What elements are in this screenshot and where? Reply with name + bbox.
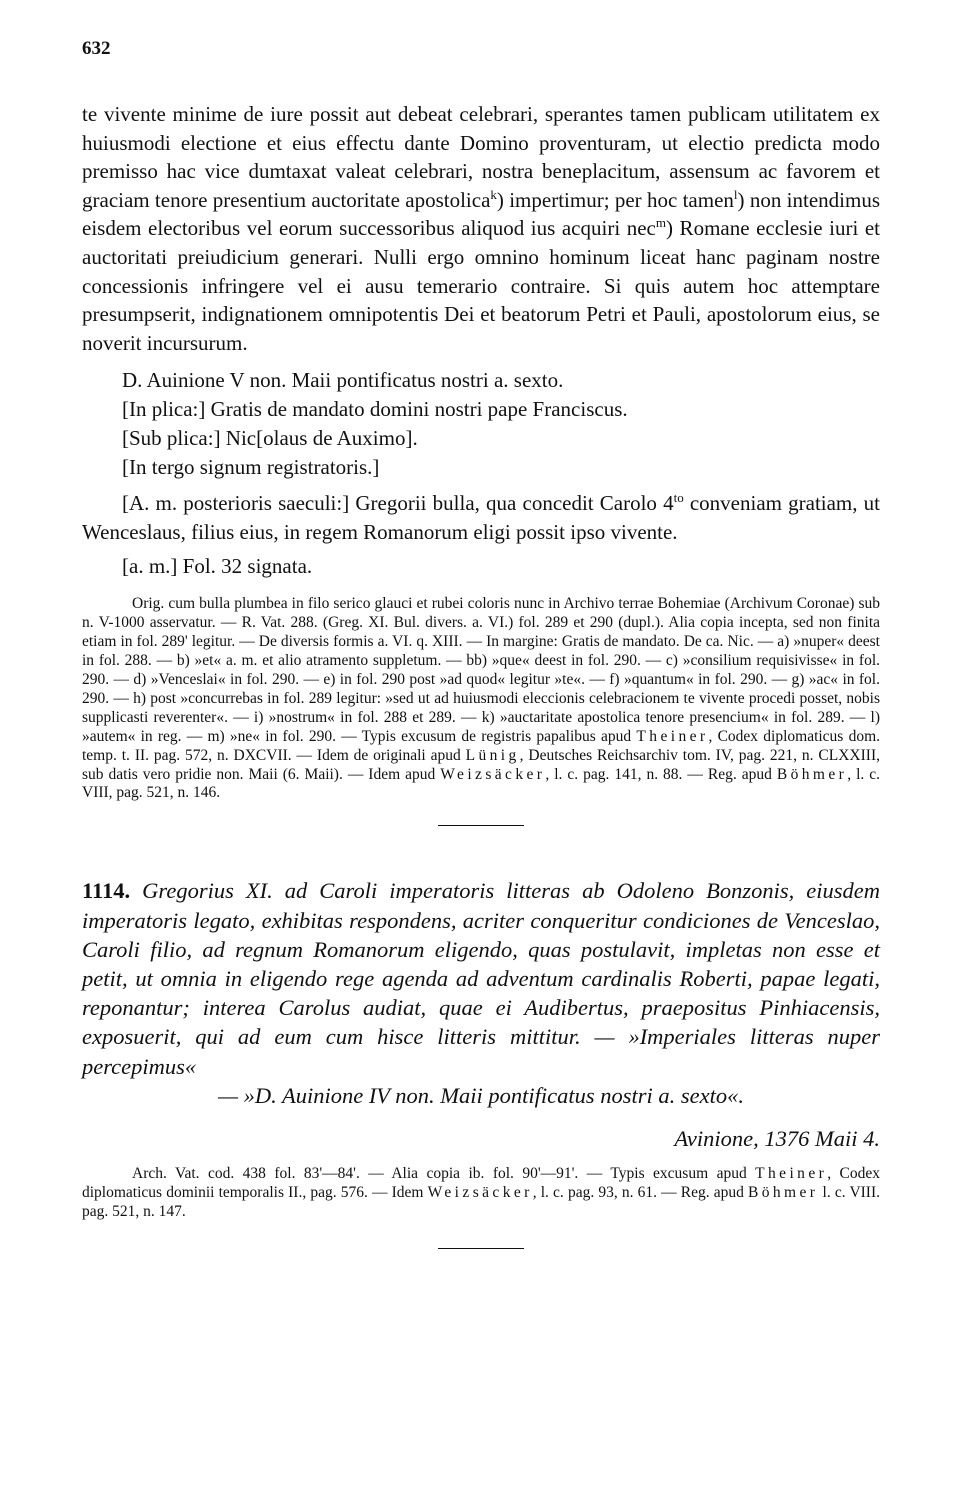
letter-text-part-4: ) Romane ecclesie iuri et auctoritati preiudicium generari. Nulli ergo omnino hominum liceat hanc paginam nostre concessionis infringere vel ei ausu temerario contraire. Si quis autem hoc attemptare presumpserit, indignationem omnipotentis Dei et beatorum Petri et Pauli, apostolorum eius, se noverit incursurum. [82,216,880,355]
author-theiner: Theiner [755,1165,828,1183]
apparatus-1114-text-2: , Codex diplomaticus dominii temporalis II., pag. 576. — Idem [82,1165,880,1202]
apparatus-1114-text-4: l. c. VIII. pag. 521, n. 147. [82,1184,880,1220]
later-hand-text-1: [A. m. posterioris saeculi:] Gregorii bulla, qua concedit Carolo 4 [122,491,674,516]
regest-1114 [82,876,880,1080]
footnote-mark-k: k [490,186,497,202]
letter-text-part-1: te vivente minime de iure possit aut debeat celebrari, sperantes tamen publicam utilitatem ex huiusmodi electione et eius effectu dante Domino proventuram, ut electio predicta modo premisso hac vice dumtaxat valeat celebrari, nostra beneplacitum, assensum ac favorem et graciam tenore presentium auctoritate apostolica [82,102,880,212]
author-theiner: Theiner [636,727,709,745]
letter-text-part-3: ) non intendimus eisdem electoribus vel eorum successoribus aliquod ius acquiri nec [82,187,880,241]
author-bohmer: Böhmer [776,765,848,783]
apparatus-1113-text-1: Orig. cum bulla plumbea in filo serico glauci et rubei coloris nunc in Archivo terrae Bohemiae (Archivum Coronae) sub n. V-1000 asservatur. — R. Vat. 288. (Greg. XI. Bul. divers. a. VI.) fol. 289 et 290 (dupl.). Alia copia incepta, sed non finita etiam in fol. 289' legitur. — De diversis formis a. VI. q. XIII. — In margine: Gratis de mandato. De ca. Nic. — a) »nuper« deest in fol. 288. — b) »et« a. m. et alio atramento suppletum. — bb) »que« deest in fol. 290. — c) »consilium requisivisse« in fol. 290. — d) »Venceslai« in fol. 290. — e) in fol. 290 post »ad quod« legitur »te«. — f) »quantum« in fol. 290. — g) »ac« in fol. 290. — h) post »concurrebas in fol. 289 legitur: »sed ut ad huiusmodi eleccionis celebracionem te vivente procedi posset, nobis supplicasti reverenter«. — i) »nostrum« in fol. 288 et 289. — k) »auctaritate apostolica tenore presencium« in fol. 289. — l) »autem« in reg. — m) »ne« in fol. 290. — Typis excusum de registris papalibus apud [82,595,880,745]
author-weizsacker: Weizsäcker [427,1184,533,1202]
apparatus-1113-text-5: , l. c. VIII, pag. 521, n. 146. [82,765,881,802]
regest-incipit-tail: — »D. Auinione IV non. Maii pontificatus nostri a. sexto«. [217,1082,745,1108]
later-hand-superscript: to [673,490,684,506]
sub-plica-note: [Sub plica:] Nic[olaus de Auximo]. [122,426,418,451]
letter-body-text [82,100,880,357]
folio-note: [a. m.] Fol. 32 signata. [122,554,313,579]
apparatus-1113 [82,595,880,803]
author-bohmer: Böhmer [747,1184,819,1202]
apparatus-1114 [82,1165,880,1222]
plica-note: [In plica:] Gratis de mandato domini nostri pape Franciscus. [122,397,628,422]
later-hand-text-2: conveniam gratiam, ut Wenceslaus, filius eius, in regem Romanorum eligi possit ipso vivente. [82,491,880,545]
footnote-mark-l: l [733,186,738,202]
author-weizsacker: Weizsäcker [440,765,546,783]
apparatus-1114-text-3: , l. c. pag. 93, n. 61. — Reg. apud [532,1184,748,1202]
letter-text-part-2: ) impertimur; per hoc tamen [496,187,734,212]
footnote-mark-m: m [655,215,666,231]
section-divider-bottom [438,1248,524,1249]
author-lunig: Lünig [465,746,520,764]
apparatus-1114-text-1: Arch. Vat. cod. 438 fol. 83'—84'. — Alia copia ib. fol. 90'—91'. — Typis excusum apud [132,1165,756,1183]
regest-text: Gregorius XI. ad Caroli imperatoris litteras ab Odoleno Bonzonis, eiusdem imperatoris legato, exhibitas respondens, acriter conqueritur condiciones de Venceslao, Caroli filio, ad regnum Romanorum eligendo, quas postulavit, impletas non esse et petit, ut omnia in eligendo rege agenda ad adventum cardinalis Roberti, papae legati, reponantur; interea Carolus audiat, quae ei Audibertus, praepositus Pinhiacensis, exposuerit, qui ad eum cum hisce litteris mittitur. — »Imperiales litteras nuper percepimus« [82,878,880,1079]
later-hand-note [82,489,880,547]
section-divider [438,825,524,826]
page [82,38,880,1249]
apparatus-1113-text-4: , l. c. pag. 141, n. 88. — Reg. apud [545,765,777,783]
page-number: 632 [82,38,111,59]
apparatus-1113-text-2: , Codex diplomaticus dom. temp. t. II. pag. 572, n. DXCVII. — Idem de originali apud [82,727,880,764]
document-number: 1114. [82,878,131,904]
dating-clause: D. Auinione V non. Maii pontificatus nostri a. sexto. [122,368,564,393]
place-date: Avinione, 1376 Maii 4. [674,1125,880,1151]
apparatus-1113-text-3: , Deutsches Reichsarchiv tom. IV, pag. 221, n. CLXXIII, sub datis vero pridie non. Maii (6. Maii). — Idem apud [82,746,880,783]
tergo-note: [In tergo signum registratoris.] [122,455,380,480]
